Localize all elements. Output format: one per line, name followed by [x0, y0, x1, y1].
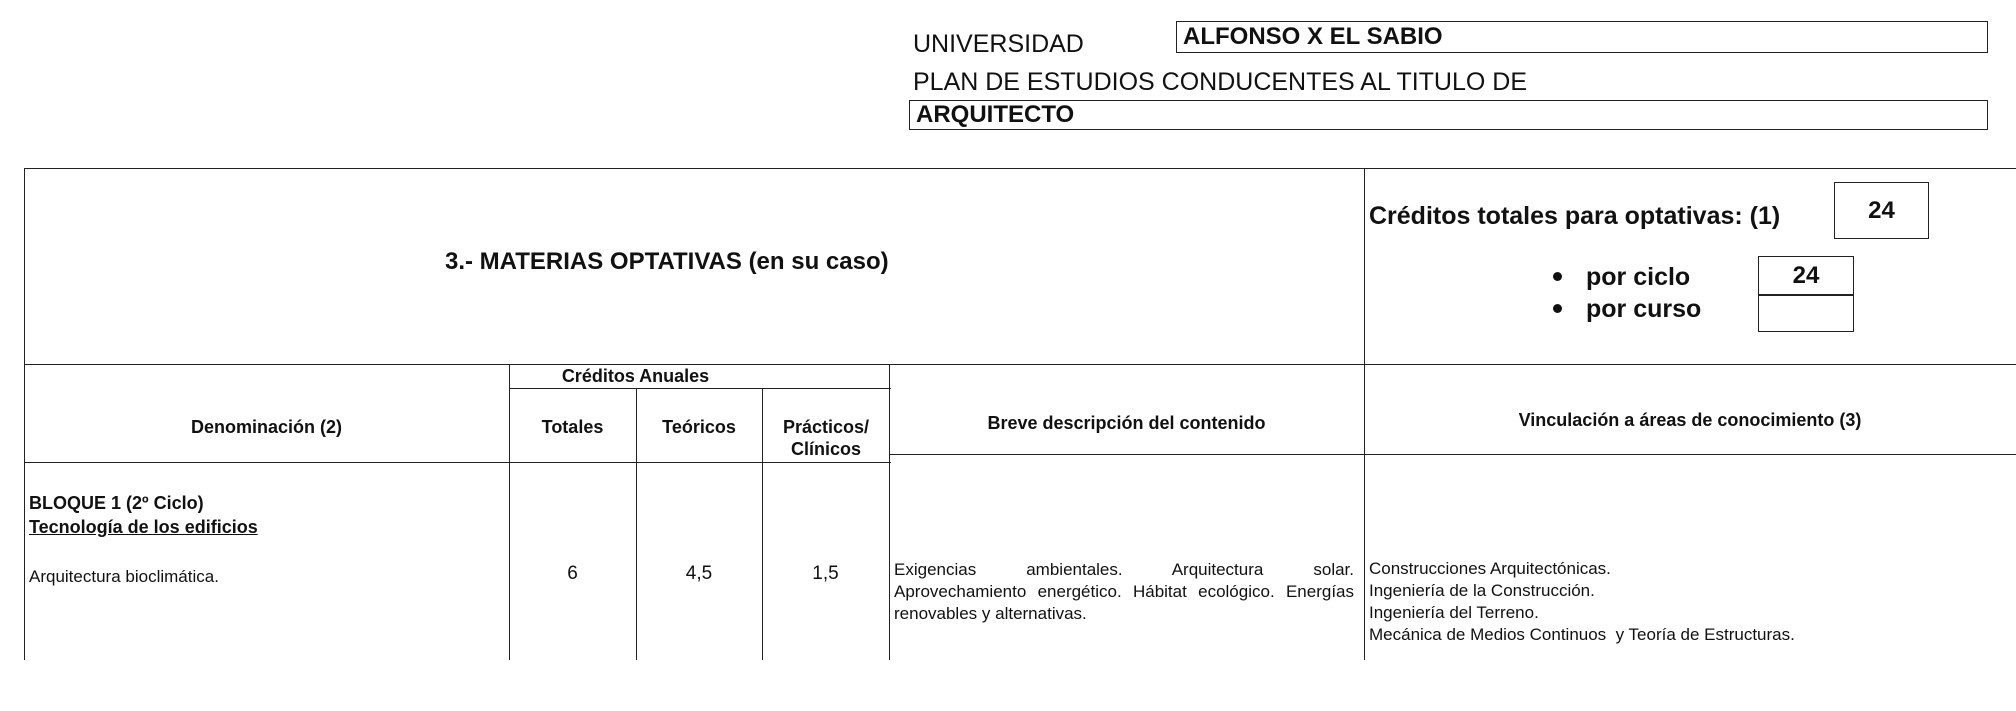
block-subtitle: Tecnología de los edificios — [29, 517, 258, 537]
table-left-border — [24, 168, 25, 660]
section-title: 3.- MATERIAS OPTATIVAS (en su caso) — [445, 248, 889, 275]
area-item: Construcciones Arquitectónicas. — [1369, 559, 1611, 578]
row-practicos: 1,5 — [812, 563, 839, 584]
degree-name: ARQUITECTO — [916, 101, 1075, 128]
col-denominacion-header: Denominación (2) — [190, 417, 342, 437]
block-title: BLOQUE 1 (2º Ciclo) — [29, 493, 204, 513]
table-vline-practicos — [762, 388, 763, 660]
col-descripcion-header: Breve descripción del contenido — [987, 413, 1266, 433]
col-vinculacion-header: Vinculación a áreas de conocimiento (3) — [1518, 410, 1862, 430]
area-item: Ingeniería de la Construcción. — [1369, 581, 1595, 600]
creditos-anuales-header: Créditos Anuales — [561, 366, 710, 386]
area-item: Mecánica de Medios Continuos y Teoría de Estructuras. — [1369, 625, 1795, 644]
credits-total-box — [1834, 182, 1929, 239]
bullet-icon — [1553, 272, 1562, 281]
col-teoricos-header: Teóricos — [662, 417, 736, 437]
por-curso-box — [1758, 294, 1854, 332]
area-item: Ingeniería del Terreno. — [1369, 603, 1539, 622]
table-vline-descripcion — [889, 364, 890, 660]
university-label: UNIVERSIDAD — [913, 30, 1084, 58]
por-ciclo-label: por ciclo — [1586, 263, 1691, 291]
credits-total-label: Créditos totales para optativas: (1) — [1369, 202, 1781, 230]
col-practicos-header: Prácticos/ Clínicos — [782, 417, 870, 459]
header-divider-left — [24, 462, 891, 463]
degree-box — [909, 100, 1988, 130]
row-denominacion: Arquitectura bioclimática. — [29, 567, 219, 586]
por-ciclo-value: 24 — [1792, 262, 1820, 289]
university-name: ALFONSO X EL SABIO — [1183, 23, 1443, 50]
row-totales: 6 — [567, 563, 578, 584]
section-bottom-border — [24, 364, 2016, 365]
credits-total-value: 24 — [1868, 196, 1895, 224]
plan-label: PLAN DE ESTUDIOS CONDUCENTES AL TITULO DE — [913, 68, 1528, 96]
por-curso-label: por curso — [1586, 295, 1702, 323]
creditos-anuales-divider — [509, 388, 891, 389]
table-vline-totales — [509, 364, 510, 660]
row-descripcion: Exigencias ambientales. Arquitectura solar. Aprovechamiento energético. Hábitat ecológico. Energías renovables y alternativas. — [894, 560, 1354, 623]
table-top-border — [24, 168, 2016, 169]
university-name-box — [1176, 21, 1988, 53]
col-totales-header: Totales — [541, 417, 604, 437]
por-ciclo-box — [1758, 256, 1854, 296]
bullet-icon — [1553, 304, 1562, 313]
header-divider-right — [889, 454, 2016, 455]
row-teoricos: 4,5 — [685, 563, 713, 584]
row-areas — [1369, 558, 2009, 646]
